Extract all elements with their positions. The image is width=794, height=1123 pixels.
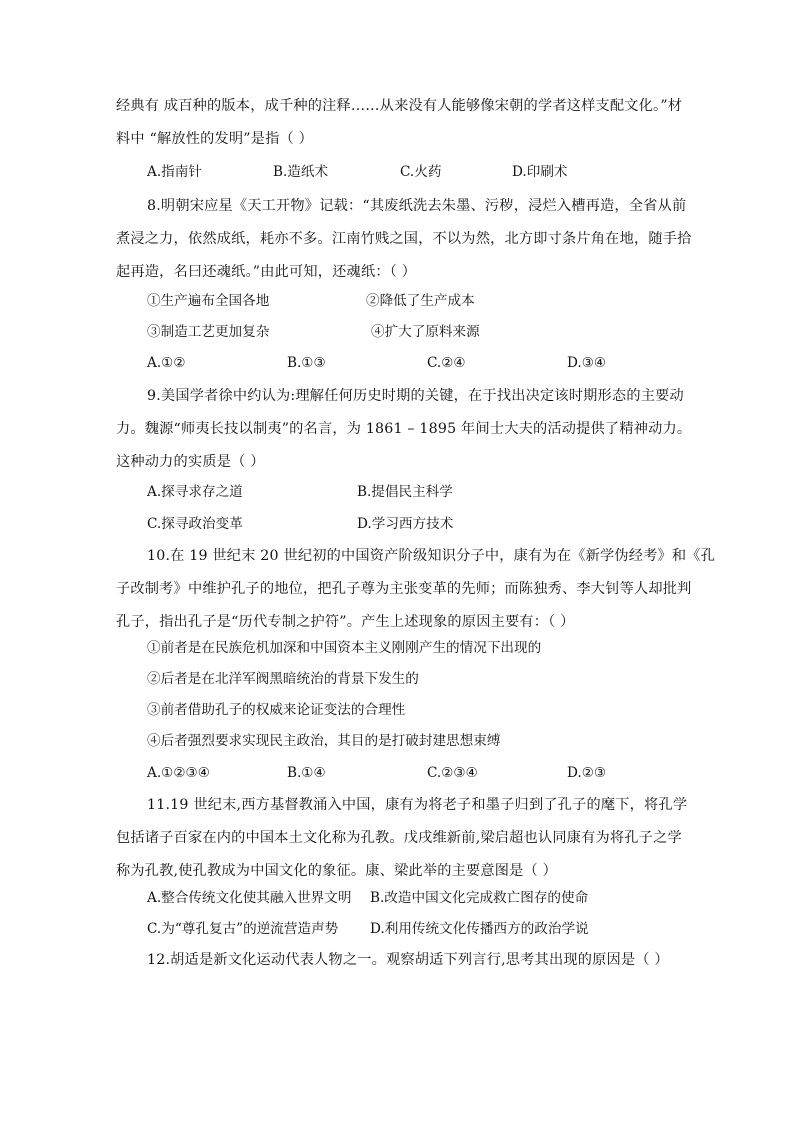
q9-line-3: 这种动力的实质是（ ） [116, 454, 265, 470]
q8-line-1: 8.明朝宋应星《天工开物》记载：“其废纸洗去朱墨、污秽，浸烂入槽再造，全省从前 [147, 198, 687, 214]
q9-option-a: A.探寻求存之道 [147, 484, 243, 500]
q12-line-1: 12.胡适是新文化运动代表人物之一。观察胡适下列言行,思考其出现的原因是（ ） [147, 952, 669, 968]
intro-line-2: 料中 “解放性的发明”是指（ ） [116, 131, 313, 147]
q10-option-b: B.①④ [287, 765, 326, 781]
q10-option-c: C.②③④ [427, 765, 478, 781]
q10-statement-3: ③前者借助孔子的权威来论证变法的合理性 [147, 702, 406, 718]
q8-statement-4: ④扩大了原料来源 [371, 324, 480, 340]
q11-option-c: C.为“尊孔复古”的逆流营造声势 [147, 921, 339, 937]
q8-line-2: 煮浸之力，依然成纸，耗亦不多。江南竹贱之国，不以为然，北方即寸条片角在地，随手拾 [116, 231, 692, 247]
intro-option-d: D.印刷术 [512, 164, 568, 180]
q10-option-a: A.①②③④ [147, 765, 210, 781]
q10-statement-2: ②后者是在北洋军阀黑暗统治的背景下发生的 [147, 671, 419, 687]
q8-statement-3: ③制造工艺更加复杂 [147, 324, 270, 340]
q8-line-3: 起再造，名曰还魂纸。”由此可知，还魂纸：（ ） [116, 264, 417, 280]
q10-line-1: 10.在 19 世纪末 20 世纪初的中国资产阶级知识分子中，康有为在《新学伪经考》和《孔 [147, 548, 716, 564]
q10-statement-1: ①前者是在民族危机加深和中国资本主义刚刚产生的情况下出现的 [147, 640, 542, 656]
q8-option-b: B.①③ [287, 355, 326, 371]
q8-statement-1: ①生产遍布全国各地 [147, 293, 270, 309]
q8-option-d: D.③④ [567, 355, 607, 371]
q9-option-c: C.探寻政治变革 [147, 516, 243, 532]
q11-line-3: 称为孔教,使孔教成为中国文化的象征。康、梁此举的主要意图是（ ） [116, 863, 558, 879]
q9-line-2: 力。魏源“师夷长技以制夷”的名言，为 1861 – 1895 年间士大夫的活动提供了精神动力。 [116, 421, 692, 437]
intro-option-b: B.造纸术 [273, 164, 329, 180]
q8-option-c: C.②④ [427, 355, 466, 371]
q9-option-b: B.提倡民主科学 [357, 484, 453, 500]
q10-option-d: D.②③ [567, 765, 607, 781]
q9-line-1: 9.美国学者徐中约认为:理解任何历史时期的关键，在于找出决定该时期形态的主要动 [147, 388, 684, 404]
intro-option-a: A.指南针 [147, 164, 202, 180]
q10-statement-4: ④后者强烈要求实现民主政治，其目的是打破封建思想束缚 [147, 733, 501, 749]
q11-option-d: D.利用传统文化传播西方的政治学说 [370, 921, 589, 937]
q11-option-a: A.整合传统文化使其融入世界文明 [147, 890, 352, 906]
q11-option-b: B.改造中国文化完成救亡图存的使命 [370, 890, 589, 906]
intro-option-c: C.火药 [400, 164, 442, 180]
q11-line-1: 11.19 世纪末,西方基督教涌入中国，康有为将老子和墨子归到了孔子的麾下，将孔学 [147, 797, 688, 813]
q8-option-a: A.①② [147, 355, 186, 371]
q8-statement-2: ②降低了生产成本 [366, 293, 475, 309]
q9-option-d: D.学习西方技术 [357, 516, 454, 532]
q10-line-2: 子改制考》中维护孔子的地位，把孔子尊为主张变革的先师；而陈独秀、李大钊等人却批判 [116, 581, 692, 597]
q11-line-2: 包括诸子百家在内的中国本土文化称为孔教。戊戌维新前,梁启超也认同康有为将孔子之学 [116, 830, 682, 846]
intro-line-1: 经典有 成百种的版本，成千种的注释……从来没有人能够像宋朝的学者这样支配文化。”材 [116, 98, 683, 114]
q10-line-3: 孔子，指出孔子是“历代专制之护符”。产生上述现象的原因主要有：（ ） [116, 614, 575, 630]
